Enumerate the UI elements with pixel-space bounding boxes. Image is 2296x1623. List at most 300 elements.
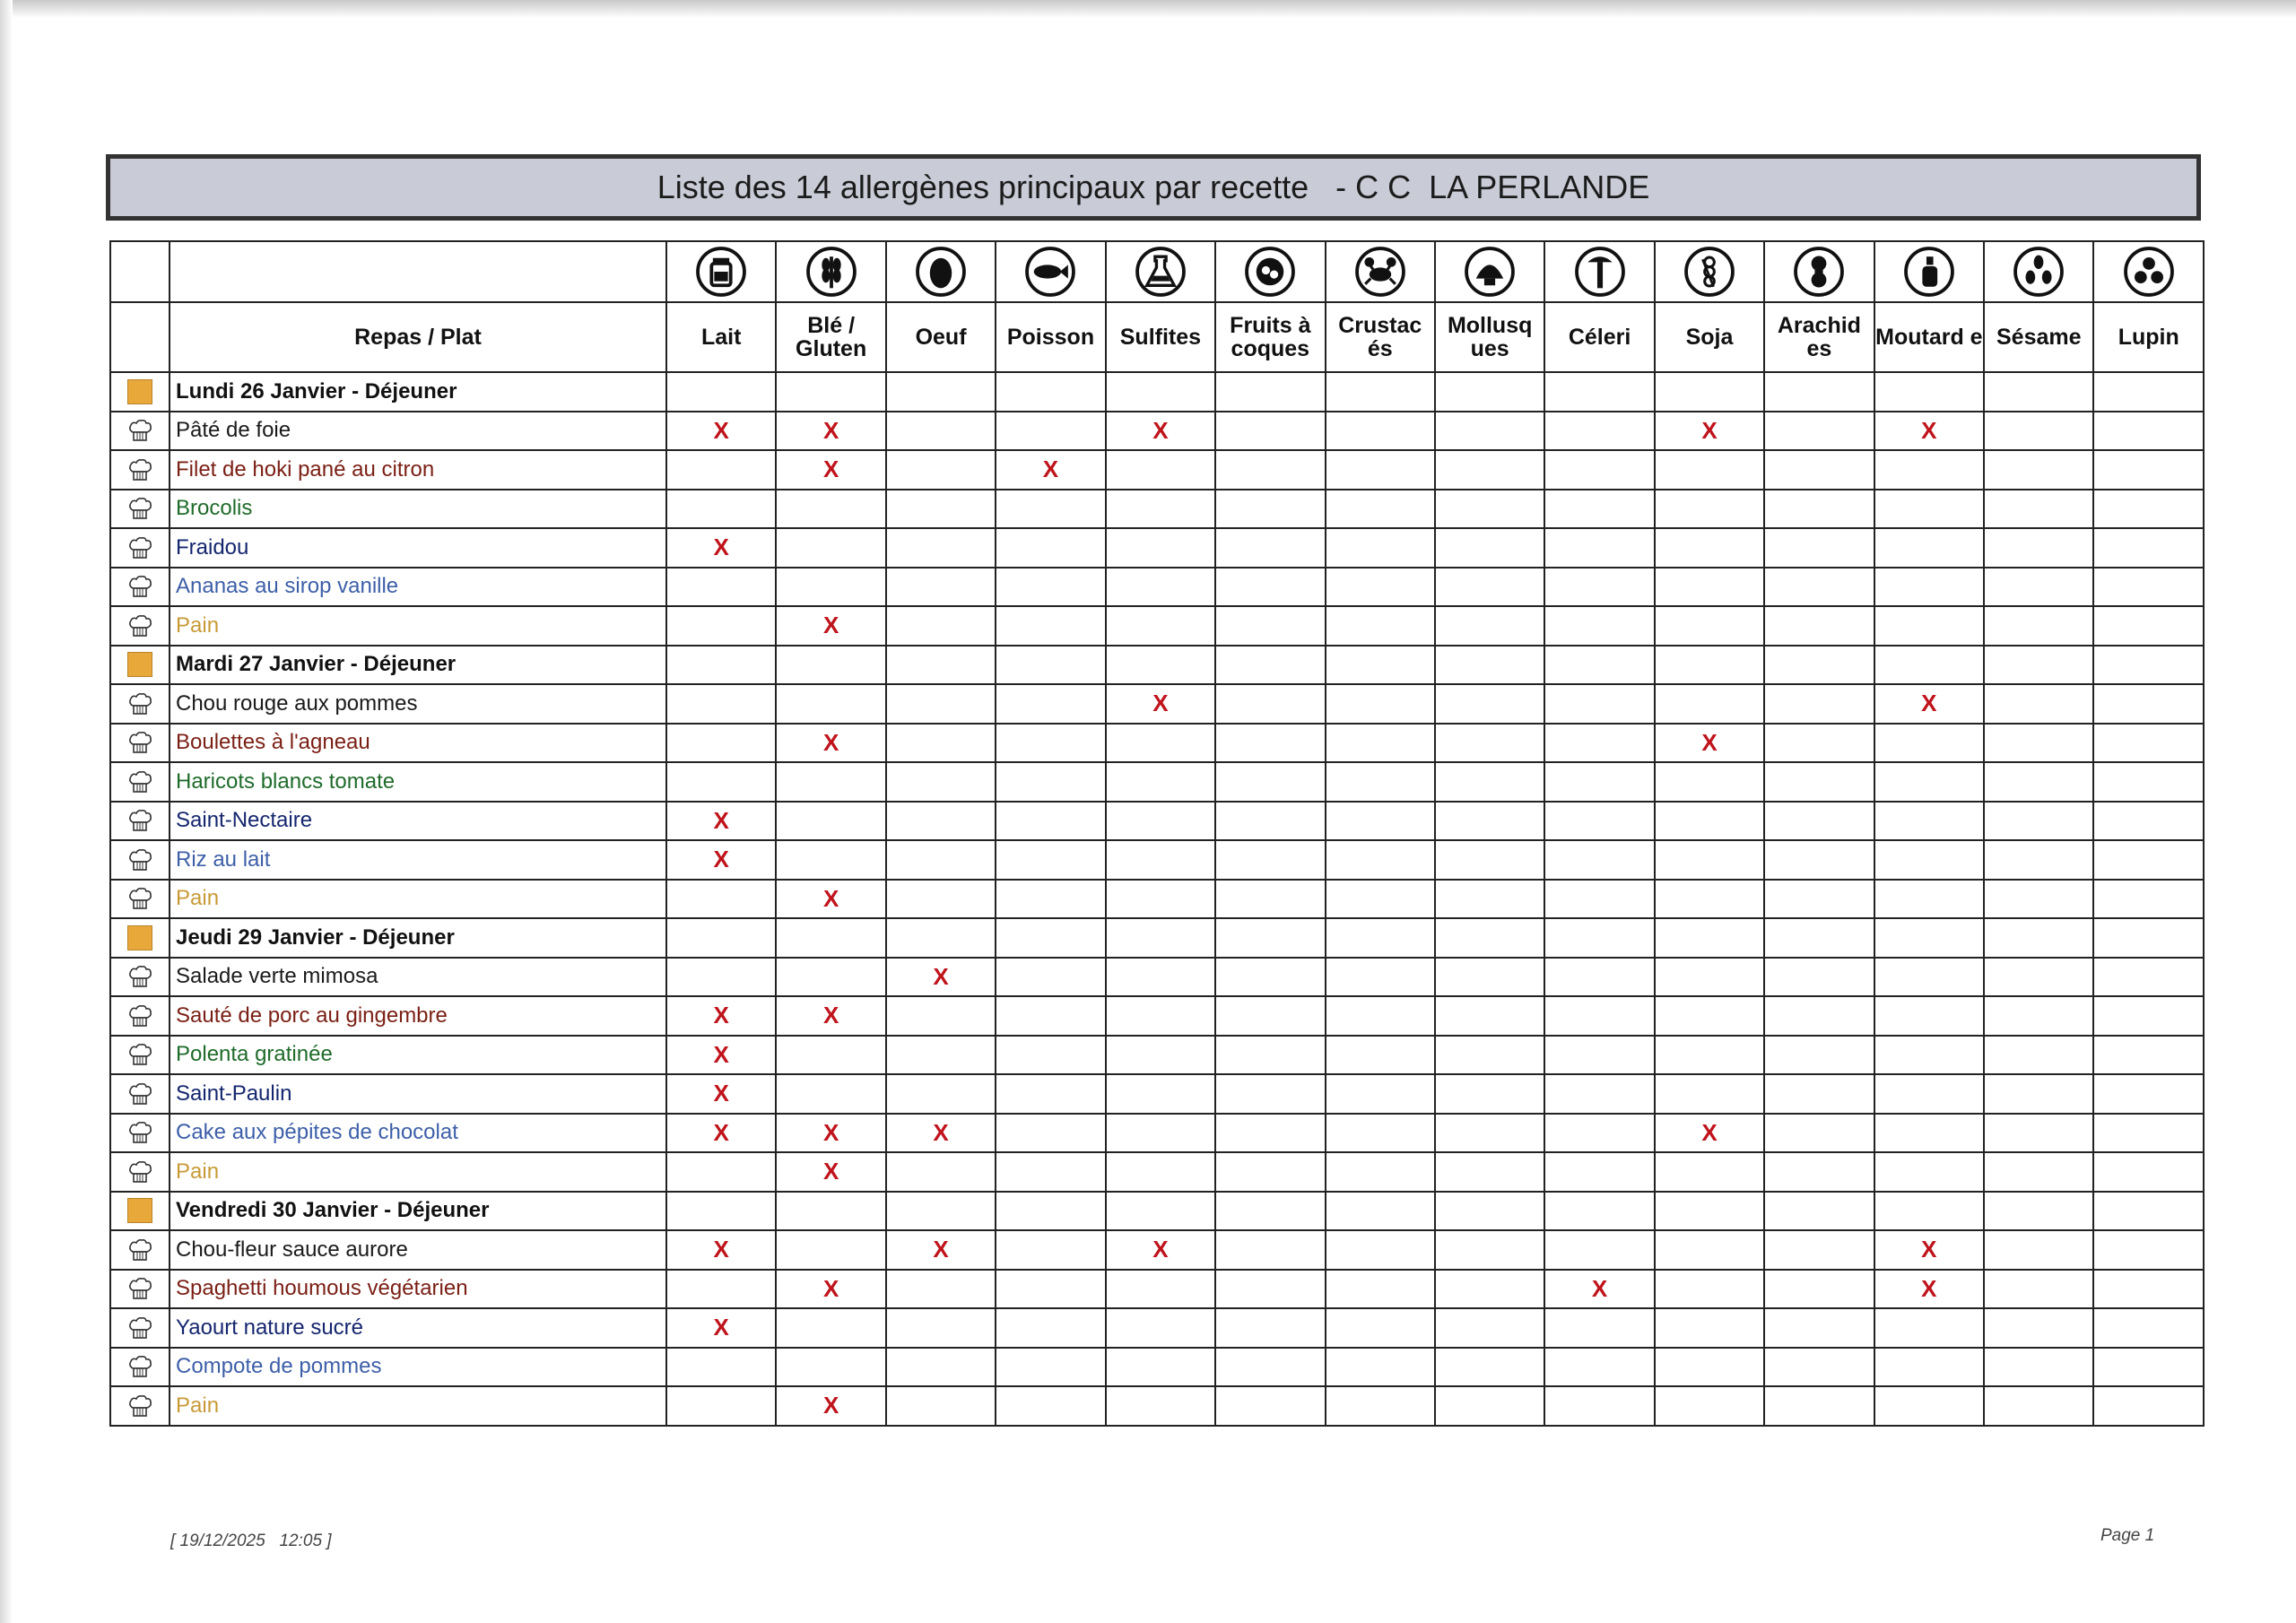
allergen-mark-cell bbox=[1984, 1348, 2093, 1387]
row-marker-cell bbox=[110, 1074, 170, 1114]
allergen-mark-cell bbox=[1326, 1036, 1435, 1075]
dish-name: Polenta gratinée bbox=[170, 1036, 666, 1075]
allergen-mark-cell: X bbox=[666, 1230, 776, 1270]
allergen-mark-cell bbox=[1984, 568, 2093, 607]
allergen-mark-cell bbox=[1764, 1230, 1874, 1270]
allergen-mark-cell bbox=[1764, 918, 1874, 958]
allergen-mark-cell bbox=[1764, 1270, 1874, 1309]
allergen-mark-cell bbox=[1106, 802, 1215, 841]
chef-hat-icon bbox=[126, 1159, 153, 1185]
row-marker-cell bbox=[110, 762, 170, 802]
row-marker-cell bbox=[110, 1348, 170, 1387]
allergen-mark-cell bbox=[776, 762, 885, 802]
dish-row bbox=[110, 724, 2204, 763]
allergen-mark-cell bbox=[886, 840, 996, 880]
allergen-mark-cell bbox=[1435, 684, 1544, 724]
allergen-mark-cell bbox=[1544, 568, 1654, 607]
allergen-mark-cell bbox=[886, 528, 996, 568]
allergen-mark-cell bbox=[1874, 1152, 1984, 1192]
allergen-mark-cell bbox=[1326, 762, 1435, 802]
allergen-mark-cell bbox=[1106, 372, 1215, 412]
allergen-mark-cell bbox=[1764, 802, 1874, 841]
soy-icon bbox=[1683, 246, 1735, 298]
dish-name: Haricots blancs tomate bbox=[170, 762, 666, 802]
allergen-column-header bbox=[886, 302, 996, 372]
allergen-mark-cell bbox=[2093, 1192, 2204, 1231]
row-marker-cell bbox=[110, 528, 170, 568]
allergen-icon-cell bbox=[1874, 241, 1984, 302]
allergen-mark-cell bbox=[1764, 412, 1874, 451]
allergen-mark-cell bbox=[2093, 802, 2204, 841]
row-marker-cell bbox=[110, 958, 170, 997]
dish-name: Salade verte mimosa bbox=[170, 958, 666, 997]
allergen-mark-cell bbox=[1874, 880, 1984, 919]
print-timestamp: [ 19/12/2025 12:05 ] bbox=[170, 1532, 332, 1550]
allergen-mark-cell bbox=[1215, 1308, 1325, 1348]
chef-hat-icon bbox=[126, 534, 153, 561]
allergen-mark-cell bbox=[996, 1270, 1105, 1309]
allergen-mark-cell bbox=[1544, 1348, 1654, 1387]
allergen-mark-cell bbox=[1215, 840, 1325, 880]
allergen-mark-cell bbox=[1435, 958, 1544, 997]
allergen-mark-cell: X bbox=[666, 840, 776, 880]
chef-hat-icon bbox=[126, 1041, 153, 1068]
allergen-mark-cell bbox=[776, 1230, 885, 1270]
row-marker-cell bbox=[110, 1152, 170, 1192]
allergen-mark-cell bbox=[1764, 1308, 1874, 1348]
allergen-mark-cell: X bbox=[666, 1036, 776, 1075]
allergen-mark-cell bbox=[1215, 1270, 1325, 1309]
chef-hat-icon bbox=[126, 1237, 153, 1263]
allergen-mark-cell bbox=[1874, 1192, 1984, 1231]
dish-row bbox=[110, 490, 2204, 529]
allergen-mark-cell bbox=[1215, 1192, 1325, 1231]
allergen-mark-cell bbox=[1544, 1386, 1654, 1426]
allergen-mark-cell bbox=[1655, 606, 1764, 646]
allergen-mark-cell bbox=[886, 1192, 996, 1231]
allergen-mark-cell bbox=[1984, 412, 2093, 451]
allergen-mark-cell bbox=[2093, 1152, 2204, 1192]
row-marker-cell bbox=[110, 802, 170, 841]
allergen-mark-cell bbox=[1326, 1114, 1435, 1153]
allergen-mark-cell bbox=[1984, 840, 2093, 880]
allergen-mark-cell bbox=[1764, 450, 1874, 490]
dish-row bbox=[110, 1152, 2204, 1192]
dish-name: Chou-fleur sauce aurore bbox=[170, 1230, 666, 1270]
allergen-mark-cell bbox=[1326, 1192, 1435, 1231]
dish-name: Saint-Paulin bbox=[170, 1074, 666, 1114]
chef-hat-icon bbox=[126, 1393, 153, 1419]
allergen-mark-cell: X bbox=[1874, 1270, 1984, 1309]
allergen-mark-cell bbox=[1106, 568, 1215, 607]
allergen-mark-cell: X bbox=[776, 412, 885, 451]
allergen-mark-cell bbox=[996, 1348, 1105, 1387]
allergen-mark-cell bbox=[1655, 1308, 1764, 1348]
allergen-mark-cell bbox=[1215, 958, 1325, 997]
allergen-mark-cell bbox=[886, 880, 996, 919]
allergen-mark-cell bbox=[776, 840, 885, 880]
allergen-mark-cell bbox=[1215, 528, 1325, 568]
chef-hat-icon bbox=[126, 456, 153, 483]
allergen-mark-cell bbox=[2093, 1114, 2204, 1153]
allergen-mark-cell bbox=[1435, 802, 1544, 841]
allergen-mark-cell bbox=[886, 1074, 996, 1114]
allergen-icon-cell bbox=[886, 241, 996, 302]
allergen-mark-cell bbox=[996, 1386, 1105, 1426]
allergen-icon-cell bbox=[1106, 241, 1215, 302]
day-marker-icon bbox=[127, 925, 152, 950]
allergen-mark-cell bbox=[1984, 1270, 2093, 1309]
allergen-mark-cell bbox=[1874, 724, 1984, 763]
allergen-mark-cell bbox=[1984, 450, 2093, 490]
allergen-mark-cell bbox=[1655, 528, 1764, 568]
row-marker-cell bbox=[110, 412, 170, 451]
allergen-mark-cell bbox=[1984, 918, 2093, 958]
allergen-mark-cell: X bbox=[886, 958, 996, 997]
dish-row bbox=[110, 412, 2204, 451]
allergen-mark-cell bbox=[1435, 918, 1544, 958]
allergen-label: Blé / Gluten bbox=[796, 313, 867, 361]
allergen-column-header bbox=[1326, 302, 1435, 372]
allergen-label: Céleri bbox=[1568, 325, 1631, 350]
allergen-mark-cell bbox=[1435, 1192, 1544, 1231]
row-marker-cell bbox=[110, 646, 170, 685]
allergen-mark-cell bbox=[1655, 802, 1764, 841]
allergen-mark-cell bbox=[886, 1270, 996, 1309]
allergen-mark-cell bbox=[1764, 724, 1874, 763]
allergen-mark-cell: X bbox=[666, 412, 776, 451]
allergen-mark-cell bbox=[2093, 646, 2204, 685]
allergen-mark-cell bbox=[996, 1192, 1105, 1231]
allergen-mark-cell bbox=[1984, 490, 2093, 529]
allergen-mark-cell bbox=[1215, 762, 1325, 802]
allergen-mark-cell: X bbox=[1874, 1230, 1984, 1270]
allergen-mark-cell bbox=[1435, 490, 1544, 529]
allergen-mark-cell bbox=[1326, 528, 1435, 568]
allergen-table bbox=[109, 240, 2205, 1427]
row-marker-cell bbox=[110, 880, 170, 919]
row-marker-cell bbox=[110, 1192, 170, 1231]
crab-icon bbox=[1354, 246, 1406, 298]
allergen-mark-cell bbox=[2093, 1230, 2204, 1270]
dish-row bbox=[110, 762, 2204, 802]
allergen-mark-cell bbox=[1106, 606, 1215, 646]
allergen-mark-cell bbox=[1655, 372, 1764, 412]
allergen-mark-cell bbox=[1435, 1270, 1544, 1309]
allergen-mark-cell bbox=[1655, 684, 1764, 724]
allergen-mark-cell bbox=[1984, 528, 2093, 568]
allergen-mark-cell bbox=[2093, 724, 2204, 763]
allergen-mark-cell: X bbox=[996, 450, 1105, 490]
allergen-mark-cell bbox=[1764, 996, 1874, 1036]
allergen-label: Soja bbox=[1685, 325, 1734, 350]
allergen-mark-cell bbox=[886, 412, 996, 451]
allergen-mark-cell bbox=[1106, 1114, 1215, 1153]
allergen-mark-cell bbox=[996, 840, 1105, 880]
dish-row bbox=[110, 958, 2204, 997]
allergen-mark-cell bbox=[1874, 1308, 1984, 1348]
allergen-mark-cell bbox=[1655, 1036, 1764, 1075]
allergen-label: Sésame bbox=[1996, 325, 2082, 350]
allergen-mark-cell bbox=[996, 762, 1105, 802]
allergen-mark-cell: X bbox=[776, 450, 885, 490]
allergen-mark-cell bbox=[1326, 412, 1435, 451]
allergen-mark-cell bbox=[1326, 996, 1435, 1036]
allergen-mark-cell bbox=[996, 1152, 1105, 1192]
mustard-icon bbox=[1903, 246, 1955, 298]
allergen-mark-cell bbox=[1655, 880, 1764, 919]
allergen-mark-cell bbox=[1326, 880, 1435, 919]
dish-name: Ananas au sirop vanille bbox=[170, 568, 666, 607]
allergen-mark-cell bbox=[1874, 1036, 1984, 1075]
allergen-mark-cell bbox=[886, 450, 996, 490]
allergen-mark-cell bbox=[1544, 996, 1654, 1036]
allergen-mark-cell bbox=[2093, 840, 2204, 880]
allergen-mark-cell bbox=[1435, 372, 1544, 412]
allergen-mark-cell bbox=[776, 372, 885, 412]
allergen-column-header bbox=[1655, 302, 1764, 372]
chef-hat-icon bbox=[126, 690, 153, 717]
dish-name: Fraidou bbox=[170, 528, 666, 568]
chef-hat-icon bbox=[126, 963, 153, 990]
day-marker-icon bbox=[127, 652, 152, 677]
allergen-mark-cell bbox=[666, 1192, 776, 1231]
chef-hat-icon bbox=[126, 1275, 153, 1302]
allergen-mark-cell: X bbox=[666, 1308, 776, 1348]
dish-column-header: Repas / Plat bbox=[170, 302, 666, 372]
allergen-mark-cell bbox=[1984, 802, 2093, 841]
allergen-mark-cell bbox=[2093, 490, 2204, 529]
allergen-mark-cell bbox=[886, 568, 996, 607]
allergen-mark-cell bbox=[2093, 1348, 2204, 1387]
allergen-mark-cell bbox=[1544, 840, 1654, 880]
allergen-mark-cell bbox=[2093, 606, 2204, 646]
allergen-mark-cell bbox=[996, 1074, 1105, 1114]
allergen-mark-cell bbox=[1215, 1348, 1325, 1387]
allergen-mark-cell bbox=[1326, 1152, 1435, 1192]
allergen-mark-cell bbox=[1984, 1074, 2093, 1114]
row-marker-cell bbox=[110, 1230, 170, 1270]
allergen-mark-cell bbox=[1764, 1114, 1874, 1153]
allergen-mark-cell bbox=[1984, 996, 2093, 1036]
allergen-label: Fruits à coques bbox=[1230, 313, 1311, 361]
allergen-mark-cell bbox=[996, 880, 1105, 919]
allergen-mark-cell bbox=[1764, 528, 1874, 568]
sesame-icon bbox=[2013, 246, 2065, 298]
allergen-icon-cell bbox=[1544, 241, 1654, 302]
dish-row bbox=[110, 1270, 2204, 1309]
allergen-column-header bbox=[1874, 302, 1984, 372]
allergen-mark-cell bbox=[666, 1270, 776, 1309]
allergen-mark-cell bbox=[996, 996, 1105, 1036]
allergen-mark-cell bbox=[666, 762, 776, 802]
dish-row bbox=[110, 1386, 2204, 1426]
allergen-mark-cell bbox=[1326, 724, 1435, 763]
allergen-mark-cell bbox=[1435, 568, 1544, 607]
allergen-mark-cell bbox=[666, 1152, 776, 1192]
allergen-mark-cell bbox=[996, 1230, 1105, 1270]
allergen-mark-cell bbox=[1215, 918, 1325, 958]
dish-row bbox=[110, 1114, 2204, 1153]
allergen-mark-cell bbox=[1984, 1230, 2093, 1270]
allergen-mark-cell bbox=[1655, 1152, 1764, 1192]
allergen-label: Mollusq ues bbox=[1447, 313, 1533, 361]
row-marker-cell bbox=[110, 1308, 170, 1348]
allergen-icon-cell bbox=[1655, 241, 1764, 302]
allergen-mark-cell bbox=[1984, 1386, 2093, 1426]
allergen-mark-cell bbox=[1984, 724, 2093, 763]
dish-row bbox=[110, 880, 2204, 919]
row-marker-cell bbox=[110, 840, 170, 880]
allergen-mark-cell bbox=[1655, 1230, 1764, 1270]
allergen-mark-cell bbox=[2093, 918, 2204, 958]
allergen-mark-cell bbox=[1764, 1386, 1874, 1426]
allergen-mark-cell bbox=[1764, 1192, 1874, 1231]
allergen-mark-cell bbox=[1435, 1386, 1544, 1426]
allergen-mark-cell bbox=[1544, 684, 1654, 724]
allergen-mark-cell bbox=[1215, 724, 1325, 763]
allergen-mark-cell bbox=[886, 802, 996, 841]
allergen-mark-cell bbox=[1106, 1386, 1215, 1426]
allergen-mark-cell bbox=[1655, 918, 1764, 958]
dish-row bbox=[110, 1036, 2204, 1075]
allergen-mark-cell bbox=[1874, 996, 1984, 1036]
allergen-column-header bbox=[1544, 302, 1654, 372]
allergen-mark-cell bbox=[1764, 1348, 1874, 1387]
allergen-mark-cell bbox=[1326, 802, 1435, 841]
day-marker-icon bbox=[127, 379, 152, 404]
allergen-mark-cell bbox=[996, 490, 1105, 529]
allergen-mark-cell bbox=[776, 1192, 885, 1231]
dish-row bbox=[110, 450, 2204, 490]
allergen-mark-cell: X bbox=[776, 1152, 885, 1192]
allergen-mark-cell bbox=[2093, 568, 2204, 607]
allergen-mark-cell bbox=[1544, 1036, 1654, 1075]
day-header-row bbox=[110, 918, 2204, 958]
allergen-mark-cell bbox=[1215, 450, 1325, 490]
allergen-mark-cell: X bbox=[776, 996, 885, 1036]
scan-left-edge bbox=[0, 0, 13, 1623]
allergen-mark-cell bbox=[1106, 762, 1215, 802]
allergen-mark-cell bbox=[776, 684, 885, 724]
allergen-mark-cell bbox=[1326, 1308, 1435, 1348]
allergen-mark-cell: X bbox=[666, 802, 776, 841]
allergen-column-header bbox=[996, 302, 1105, 372]
allergen-mark-cell bbox=[2093, 958, 2204, 997]
allergen-mark-cell bbox=[666, 606, 776, 646]
allergen-mark-cell bbox=[1544, 372, 1654, 412]
fish-icon bbox=[1024, 246, 1076, 298]
dish-name: Boulettes à l'agneau bbox=[170, 724, 666, 763]
chef-hat-icon bbox=[126, 612, 153, 639]
allergen-mark-cell bbox=[2093, 880, 2204, 919]
allergen-mark-cell bbox=[1764, 840, 1874, 880]
allergen-mark-cell bbox=[1326, 1230, 1435, 1270]
allergen-column-header bbox=[1215, 302, 1325, 372]
dish-name: Yaourt nature sucré bbox=[170, 1308, 666, 1348]
allergen-mark-cell bbox=[666, 684, 776, 724]
allergen-mark-cell bbox=[2093, 1036, 2204, 1075]
allergen-mark-cell bbox=[2093, 412, 2204, 451]
allergen-icon-cell bbox=[996, 241, 1105, 302]
header-corner bbox=[110, 302, 170, 372]
row-marker-cell bbox=[110, 684, 170, 724]
chef-hat-icon bbox=[126, 768, 153, 795]
allergen-mark-cell bbox=[1215, 1036, 1325, 1075]
allergen-label: Moutard e bbox=[1875, 325, 1983, 350]
dish-row bbox=[110, 840, 2204, 880]
chef-hat-icon bbox=[126, 1002, 153, 1029]
allergen-mark-cell bbox=[1764, 372, 1874, 412]
allergen-mark-cell bbox=[1215, 802, 1325, 841]
allergen-mark-cell bbox=[1326, 958, 1435, 997]
celery-icon bbox=[1574, 246, 1626, 298]
day-header-row bbox=[110, 372, 2204, 412]
allergen-mark-cell bbox=[886, 996, 996, 1036]
allergen-mark-cell bbox=[886, 490, 996, 529]
allergen-mark-cell bbox=[1984, 1114, 2093, 1153]
row-marker-cell bbox=[110, 724, 170, 763]
allergen-mark-cell bbox=[1106, 918, 1215, 958]
allergen-mark-cell bbox=[1984, 1036, 2093, 1075]
allergen-label: Crustac és bbox=[1338, 313, 1422, 361]
allergen-icon-cell bbox=[2093, 241, 2204, 302]
allergen-mark-cell bbox=[1215, 996, 1325, 1036]
allergen-label: Sulfites bbox=[1119, 325, 1202, 350]
page-title bbox=[106, 154, 2201, 221]
allergen-mark-cell bbox=[1435, 1036, 1544, 1075]
allergen-mark-cell bbox=[1984, 1152, 2093, 1192]
dish-row bbox=[110, 1308, 2204, 1348]
allergen-mark-cell bbox=[1655, 762, 1764, 802]
flask-icon bbox=[1135, 246, 1187, 298]
allergen-mark-cell bbox=[1655, 1074, 1764, 1114]
row-marker-cell bbox=[110, 1386, 170, 1426]
allergen-mark-cell bbox=[666, 958, 776, 997]
allergen-mark-cell bbox=[1874, 1348, 1984, 1387]
allergen-mark-cell bbox=[1984, 880, 2093, 919]
allergen-mark-cell bbox=[1874, 646, 1984, 685]
allergen-mark-cell bbox=[1764, 684, 1874, 724]
dish-name: Pain bbox=[170, 1152, 666, 1192]
allergen-mark-cell bbox=[2093, 372, 2204, 412]
dish-name: Spaghetti houmous végétarien bbox=[170, 1270, 666, 1309]
allergen-mark-cell bbox=[666, 646, 776, 685]
allergen-mark-cell: X bbox=[666, 996, 776, 1036]
allergen-mark-cell bbox=[1984, 372, 2093, 412]
allergen-mark-cell bbox=[1106, 1348, 1215, 1387]
allergen-mark-cell bbox=[1106, 880, 1215, 919]
allergen-mark-cell bbox=[1984, 646, 2093, 685]
allergen-mark-cell bbox=[996, 958, 1105, 997]
allergen-mark-cell bbox=[1655, 1348, 1764, 1387]
dish-row bbox=[110, 684, 2204, 724]
wheat-icon bbox=[805, 246, 857, 298]
allergen-mark-cell bbox=[776, 528, 885, 568]
allergen-mark-cell bbox=[996, 1114, 1105, 1153]
allergen-mark-cell bbox=[2093, 1386, 2204, 1426]
allergen-mark-cell bbox=[996, 412, 1105, 451]
chef-hat-icon bbox=[126, 1353, 153, 1380]
allergen-mark-cell: X bbox=[666, 528, 776, 568]
allergen-mark-cell bbox=[1874, 918, 1984, 958]
dish-row bbox=[110, 606, 2204, 646]
allergen-icon-cell bbox=[1215, 241, 1325, 302]
allergen-mark-cell bbox=[1326, 450, 1435, 490]
allergen-mark-cell bbox=[666, 490, 776, 529]
allergen-mark-cell bbox=[1874, 568, 1984, 607]
dish-name: Riz au lait bbox=[170, 840, 666, 880]
